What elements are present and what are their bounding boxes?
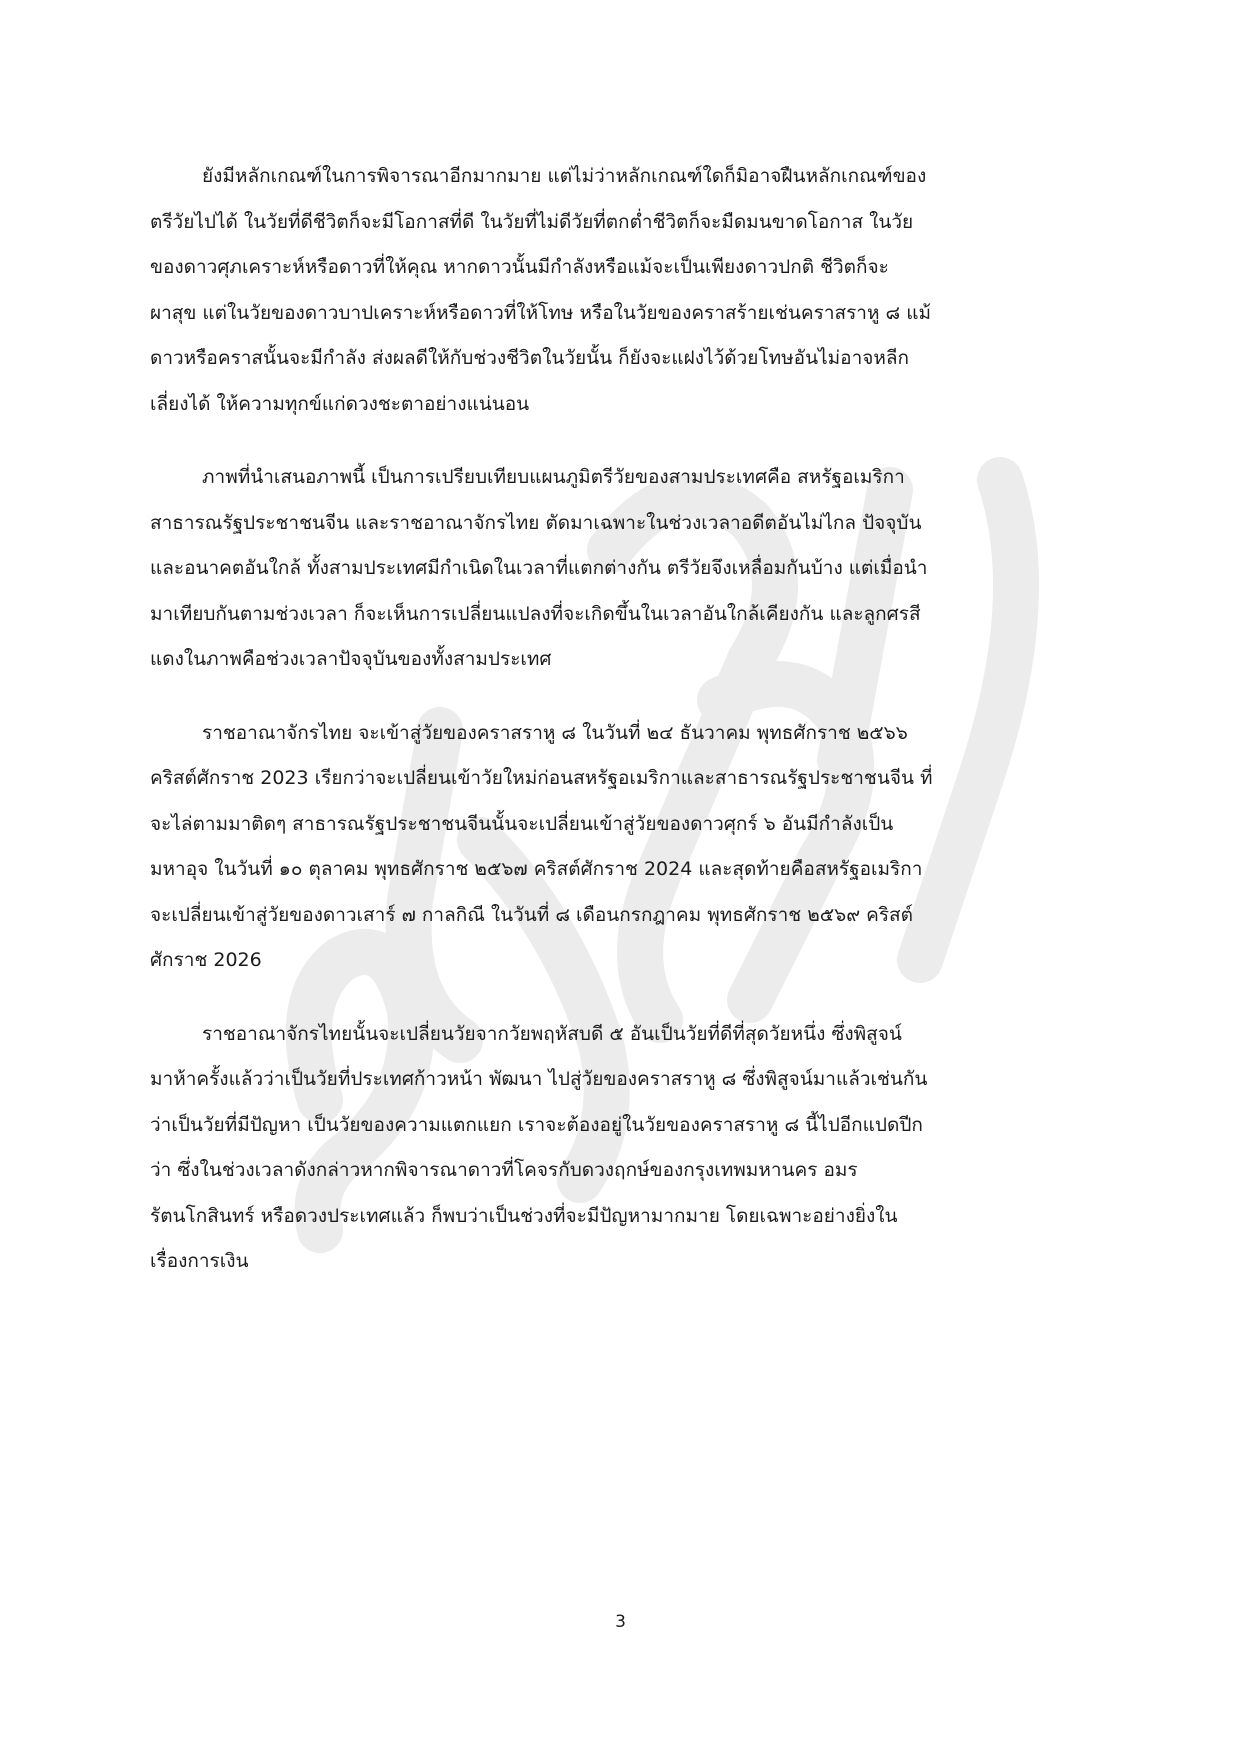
paragraph-line: ศักราช 2026	[150, 949, 262, 971]
paragraph-3	[150, 711, 1090, 984]
paragraph-line: มหาอุจ ในวันที่ ๑๐ ตุลาคม พุทธศักราช ๒๕๖๗ คริสต์ศักราช 2024 และสุดท้ายคือสหรัฐอเมริกา	[150, 858, 923, 880]
page-number: 3	[615, 1612, 626, 1632]
paragraph-line: ว่าเป็นวัยที่มีปัญหา เป็นวัยของความแตกแยก เราจะต้องอยู่ในวัยของคราสราหู ๘ นี้ไปอีกแปดปีก	[150, 1113, 923, 1136]
paragraph-2	[150, 455, 1090, 683]
paragraph-line: ของดาวศุภเคราะห์หรือดาวที่ให้คุณ หากดาวนั้นมีกำลังหรือแม้จะเป็นเพียงดาวปกติ ชีวิตก็จะ	[150, 256, 889, 278]
paragraph-line: ว่า ซึ่งในช่วงเวลาดังกล่าวหากพิจารณาดาวที่โคจรกับดวงฤกษ์ของกรุงเทพมหานคร อมร	[150, 1159, 858, 1181]
paragraph-line: มาห้าครั้งแล้วว่าเป็นวัยที่ประเทศก้าวหน้า พัฒนา ไปสู่วัยของคราสราหู ๘ ซึ่งพิสูจน์มาแล้วเช่นกัน	[150, 1068, 928, 1090]
paragraph-line: เลี่ยงได้ ให้ความทุกข์แก่ดวงชะตาอย่างแน่นอน	[150, 392, 530, 415]
paragraph-line: แดงในภาพคือช่วงเวลาปัจจุบันของทั้งสามประเทศ	[150, 648, 552, 670]
paragraph-line: สาธารณรัฐประชาชนจีน และราชอาณาจักรไทย ตัดมาเฉพาะในช่วงเวลาอดีตอันไม่ไกล ปัจจุบัน	[150, 511, 922, 534]
paragraph-line: ยังมีหลักเกณฑ์ในการพิจารณาอีกมากมาย แต่ไม่ว่าหลักเกณฑ์ใดก็มิอาจฝืนหลักเกณฑ์ของ	[202, 165, 927, 187]
paragraph-line: ภาพที่นำเสนอภาพนี้ เป็นการเปรียบเทียบแผนภูมิตรีวัยของสามประเทศคือ สหรัฐอเมริกา	[202, 466, 905, 488]
paragraph-line: มาเทียบกันตามช่วงเวลา ก็จะเห็นการเปลี่ยนแปลงที่จะเกิดขึ้นในเวลาอันใกล้เคียงกัน และลูกศรสี	[150, 602, 921, 625]
paragraph-1	[150, 154, 1090, 427]
paragraph-line: ราชอาณาจักรไทย จะเข้าสู่วัยของคราสราหู ๘ ในวันที่ ๒๔ ธันวาคม พุทธศักราช ๒๕๖๖	[202, 721, 908, 744]
paragraph-line: ตรีวัยไปได้ ในวัยที่ดีชีวิตก็จะมีโอกาสที่ดี ในวัยที่ไม่ดีวัยที่ตกต่ำชีวิตก็จะมืดมนขาดโอกาส ในวัย	[150, 210, 914, 233]
paragraph-line: ราชอาณาจักรไทยนั้นจะเปลี่ยนวัยจากวัยพฤหัสบดี ๕ อันเป็นวัยที่ดีที่สุดวัยหนึ่ง ซึ่งพิสูจน์	[202, 1022, 902, 1045]
paragraph-line: เรื่องการเงิน	[150, 1250, 249, 1272]
paragraph-line: คริสต์ศักราช 2023 เรียกว่าจะเปลี่ยนเข้าวัยใหม่ก่อนสหรัฐอเมริกาและสาธารณรัฐประชาชนจีน ที่	[150, 767, 933, 789]
page-body	[150, 154, 1090, 1313]
paragraph-line: จะไล่ตามมาติดๆ สาธารณรัฐประชาชนจีนนั้นจะเปลี่ยนเข้าสู่วัยของดาวศุกร์ ๖ อันมีกำลังเป็น	[150, 812, 894, 835]
paragraph-line: ดาวหรือคราสนั้นจะมีกำลัง ส่งผลดีให้กับช่วงชีวิตในวัยนั้น ก็ยังจะแฝงไว้ด้วยโทษอันไม่อาจหลีก	[150, 347, 910, 369]
paragraph-line: รัตนโกสินทร์ หรือดวงประเทศแล้ว ก็พบว่าเป็นช่วงที่จะมีปัญหามากมาย โดยเฉพาะอย่างยิ่งใน	[150, 1204, 898, 1227]
paragraph-line: จะเปลี่ยนเข้าสู่วัยของดาวเสาร์ ๗ กาลกิณี ในวันที่ ๘ เดือนกรกฎาคม พุทธศักราช ๒๕๖๙ คริสต์	[150, 903, 913, 926]
paragraph-line: และอนาคตอันใกล้ ทั้งสามประเทศมีกำเนิดในเวลาที่แตกต่างกัน ตรีวัยจึงเหลื่อมกันบ้าง แต่เมื่อนำ	[150, 557, 928, 579]
paragraph-line: ผาสุข แต่ในวัยของดาวบาปเคราะห์หรือดาวที่ให้โทษ หรือในวัยของคราสร้ายเช่นคราสราหู ๘ แม้	[150, 301, 932, 324]
paragraph-4	[150, 1012, 1090, 1285]
